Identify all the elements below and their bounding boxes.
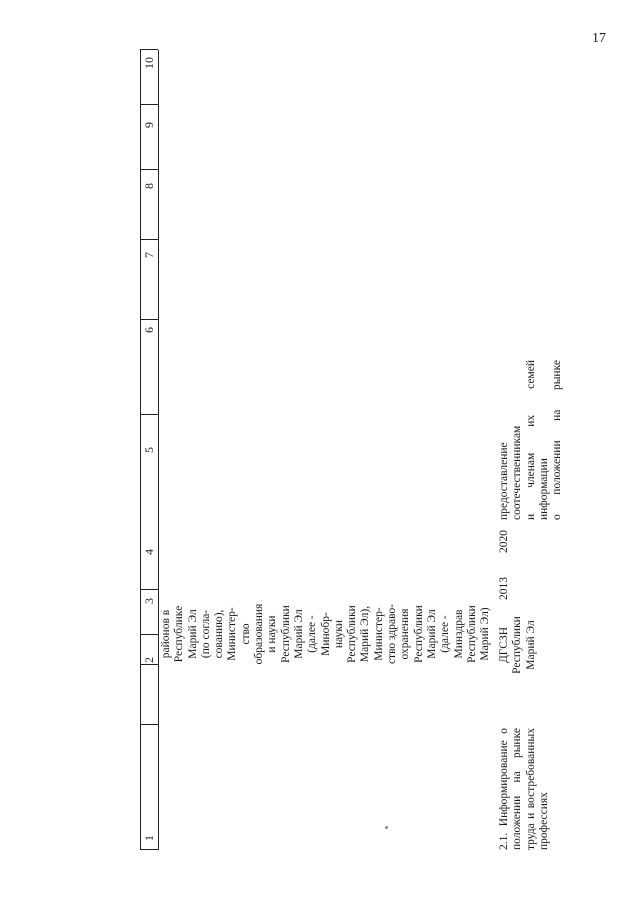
header-col-6: 6	[142, 327, 156, 333]
col-divider	[140, 849, 158, 850]
text-line: районов в	[160, 609, 172, 659]
header-col-10: 10	[142, 57, 156, 69]
scan-speck	[385, 826, 388, 829]
col-divider	[140, 104, 158, 105]
text-line: Минобр-	[319, 612, 332, 656]
text-line: науки	[332, 619, 345, 649]
text-line: Марий Эл	[292, 609, 305, 659]
text-line: Марий Эл	[186, 609, 199, 659]
row-2-1-activity	[498, 728, 551, 850]
text-line: Республики	[346, 605, 359, 663]
row-2-1-end-year: 2020	[498, 530, 510, 553]
text-line: и членам их семей	[524, 360, 537, 520]
text-line: (по согла-	[199, 609, 212, 659]
text-line: образования	[253, 603, 266, 665]
text-line: Министер-	[226, 607, 239, 661]
row-2-1-result	[498, 360, 564, 520]
row-2-1-responsible	[498, 590, 538, 700]
text-line: Республики	[412, 605, 425, 663]
header-col-8: 8	[142, 183, 156, 189]
text-line: положении на рынке	[511, 728, 524, 850]
header-bottom-border	[158, 50, 159, 850]
page-number: 17	[592, 31, 606, 46]
text-line: труда и востребованных	[524, 728, 537, 850]
text-line: Республики	[511, 616, 524, 674]
header-col-9: 9	[142, 122, 156, 128]
text-line: сованию),	[213, 609, 226, 659]
text-line: Министер-	[372, 607, 385, 661]
header-col-7: 7	[142, 252, 156, 258]
text-line: Марий Эл)	[479, 607, 492, 661]
text-line: Республики	[279, 605, 292, 663]
header-col-5: 5	[142, 447, 156, 453]
text-line: профессиях	[537, 792, 550, 850]
text-line: Марий Эл	[425, 609, 438, 659]
text-line: Марий Эл),	[359, 605, 372, 663]
text-line: (далее -	[439, 615, 452, 653]
table-top-border	[140, 50, 141, 850]
col2-continuation	[160, 598, 492, 670]
text-line: и науки	[266, 615, 279, 653]
text-line: 2.1. Информирование о	[498, 728, 510, 850]
text-line: соотечественникам	[511, 425, 524, 520]
text-line: Минздрав	[452, 609, 465, 659]
col-divider	[140, 49, 158, 50]
col-divider	[140, 724, 158, 725]
text-line: ство	[239, 623, 252, 645]
col-divider	[140, 239, 158, 240]
text-line: ДГСЗН	[498, 626, 510, 664]
col-divider	[140, 589, 158, 590]
text-line: Республики	[465, 605, 478, 663]
col-divider	[140, 414, 158, 415]
text-line: ство здраво-	[386, 603, 399, 665]
text-line: Марий Эл	[524, 620, 537, 670]
header-col-4: 4	[142, 549, 156, 555]
header-col-1: 1	[142, 835, 156, 841]
text-line: информации	[537, 458, 550, 520]
col-divider	[140, 634, 158, 635]
text-line: Республике	[173, 605, 186, 663]
text-line: (далее -	[306, 615, 319, 653]
header-col-2: 2	[142, 657, 156, 663]
header-col-3: 3	[142, 598, 156, 604]
row-2-1-start-year: 2013	[498, 577, 510, 600]
text-line: охранения	[399, 608, 412, 660]
rotated-table	[140, 50, 640, 850]
text-line: о положении на рынке	[551, 360, 564, 520]
col-divider	[140, 169, 158, 170]
text-line: предоставление	[498, 442, 510, 520]
